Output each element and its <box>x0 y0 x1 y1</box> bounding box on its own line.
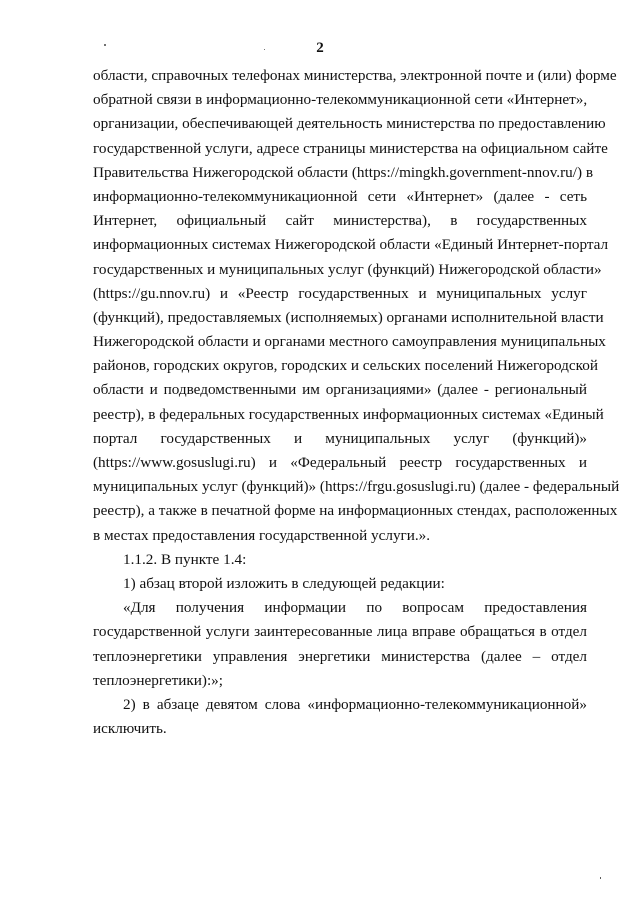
text-line: информационно-телекоммуникационной сети «Интернет» (далее - сеть <box>93 187 587 205</box>
page-number: 2 <box>316 40 324 56</box>
text-line: (https://gu.nnov.ru) и «Реестр государственных и муниципальных услуг <box>93 284 587 302</box>
text-line: (https://www.gosuslugi.ru) и «Федеральный реестр государственных и <box>93 454 587 471</box>
text-line: районов, городских округов, городских и сельских поселений Нижегородской <box>93 357 598 375</box>
text-line: организации, обеспечивающей деятельность министерства по предоставлению <box>93 115 606 133</box>
text-line: Нижегородской области и органами местного самоуправления муниципальных <box>93 333 606 351</box>
text-line: области, справочных телефонах министерства, электронной почте и (или) форме <box>93 67 617 84</box>
document-body <box>93 64 620 741</box>
text-line: информационных системах Нижегородской области «Единый Интернет-портал <box>93 236 609 254</box>
text-line: исключить. <box>93 720 167 738</box>
text-line: государственной услуги заинтересованные лица вправе обращаться в отдел <box>93 623 587 641</box>
text-line: «Для получения информации по вопросам предоставления <box>123 599 587 617</box>
text-line: реестр), в федеральных государственных информационных системах «Единый <box>93 405 604 423</box>
text-line: 1) абзац второй изложить в следующей редакции: <box>123 574 445 592</box>
text-line: области и подведомственными им организациями» (далее - региональный <box>93 381 587 399</box>
text-line: 2) в абзаце девятом слова «информационно-телекоммуникационной» <box>123 695 587 713</box>
text-line: обратной связи в информационно-телекоммуникационной сети «Интернет», <box>93 91 588 109</box>
text-line: Интернет, официальный сайт министерства), в государственных <box>93 212 587 230</box>
text-line: государственных и муниципальных услуг (функций) Нижегородской области» <box>93 260 602 278</box>
text-line: 1.1.2. В пункте 1.4: <box>123 550 247 568</box>
text-line: муниципальных услуг (функций)» (https://frgu.gosuslugi.ru) (далее - федеральный <box>93 478 620 496</box>
text-line: теплоэнергетики):»; <box>93 671 223 689</box>
scan-speck <box>600 877 601 879</box>
text-line: Правительства Нижегородской области (https://mingkh.government-nnov.ru/) в <box>93 163 593 181</box>
text-line: (функций), предоставляемых (исполняемых) органами исполнительной власти <box>93 308 604 326</box>
text-line: государственной услуги, адресе страницы министерства на официальном сайте <box>93 139 608 157</box>
text-line: в местах предоставления государственной услуги.». <box>93 526 431 544</box>
text-line: реестр), а также в печатной форме на информационных стендах, расположенных <box>93 502 618 520</box>
text-line: теплоэнергетики управления энергетики министерства (далее – отдел <box>93 647 587 665</box>
text-line: портал государственных и муниципальных услуг (функций)» <box>93 429 587 447</box>
